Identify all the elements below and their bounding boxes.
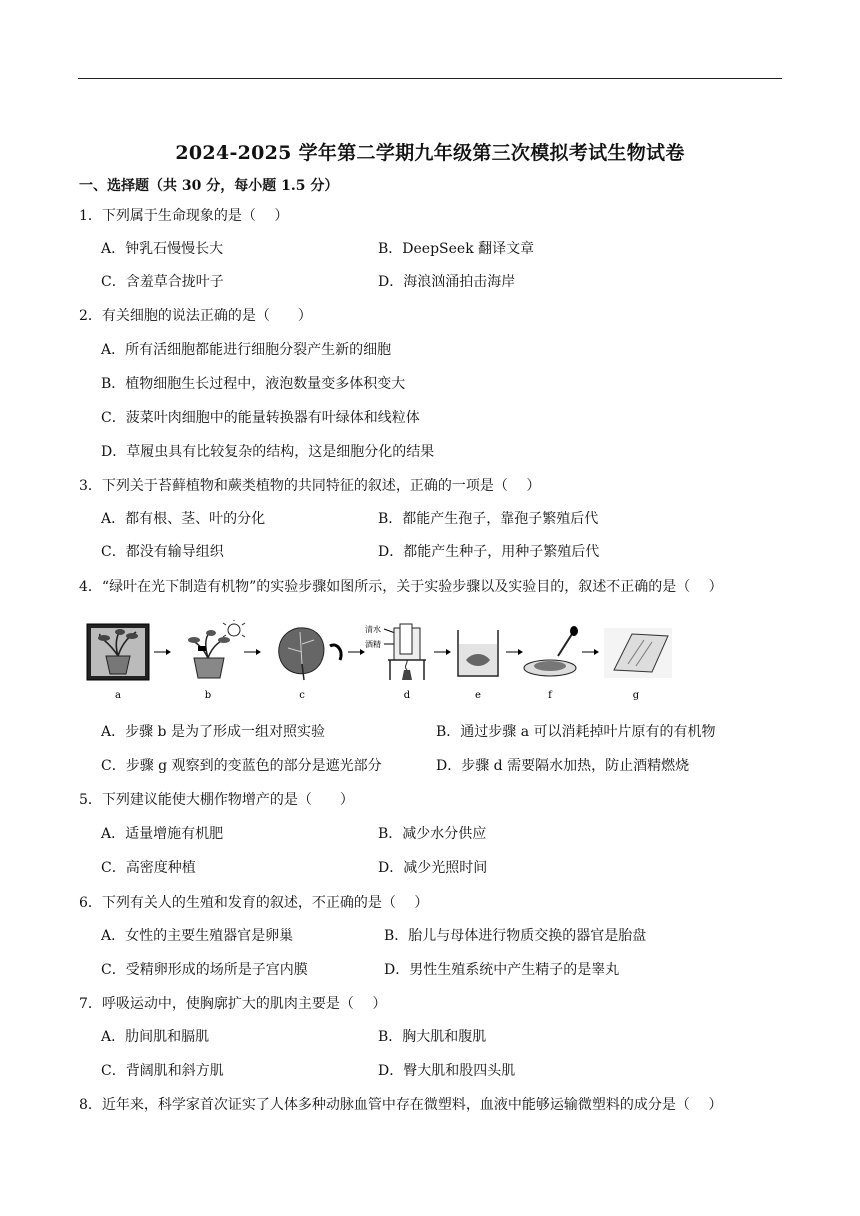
step-label-g: g [632, 690, 640, 701]
q3-option-d[interactable]: D．都能产生种子，用种子繁殖后代 [378, 544, 600, 560]
page-title: 2024-2025 学年第二学期九年级第三次模拟考试生物试卷 [175, 142, 685, 164]
q3-option-c[interactable]: C．都没有输导组织 [101, 544, 224, 560]
question-8-stem: 8．近年来，科学家首次证实了人体多种动脉血管中存在微塑料，血液中能够运输微塑料的成分是（ ） [79, 1097, 723, 1113]
question-5-stem: 5．下列建议能使大棚作物增产的是（ ） [79, 792, 354, 808]
q2-option-a[interactable]: A．所有活细胞都能进行细胞分裂产生新的细胞 [101, 342, 392, 358]
step-label-f: f [548, 690, 552, 701]
q1-option-a[interactable]: A．钟乳石慢慢长大 [101, 241, 224, 257]
step-label-d: d [403, 690, 411, 701]
q5-option-a[interactable]: A．适量增施有机肥 [101, 826, 224, 842]
q2-option-d[interactable]: D．草履虫具有比较复杂的结构，这是细胞分化的结果 [101, 444, 435, 460]
q6-option-c[interactable]: C．受精卵形成的场所是子宫内膜 [101, 962, 308, 978]
step-b-sun-plant [188, 620, 245, 678]
q6-option-b[interactable]: B．胎儿与母体进行物质交换的器官是胎盘 [384, 928, 647, 944]
q2-option-c[interactable]: C．菠菜叶肉细胞中的能量转换器有叶绿体和线粒体 [101, 410, 420, 426]
q4-option-a[interactable]: A．步骤 b 是为了形成一组对照实验 [101, 724, 325, 740]
section-heading: 一、选择题（共 30 分，每小题 1.5 分） [79, 178, 339, 194]
step-g-observed-leaf [604, 628, 672, 678]
q6-option-d[interactable]: D．男性生殖系统中产生精子的是睾丸 [384, 962, 620, 978]
question-1-stem: 1．下列属于生命现象的是（ ） [79, 208, 289, 224]
q3-option-b[interactable]: B．都能产生孢子，靠孢子繁殖后代 [378, 511, 599, 527]
step-d-water-bath [365, 624, 426, 680]
q5-option-d[interactable]: D．减少光照时间 [378, 860, 488, 876]
question-6-stem: 6．下列有关人的生殖和发育的叙述，不正确的是（ ） [79, 895, 429, 911]
question-4-stem: 4．“绿叶在光下制造有机物”的实验步骤如图所示，关于实验步骤以及实验目的，叙述不正确的是（ ） [79, 579, 723, 595]
question-7-stem: 7．呼吸运动中，使胸廓扩大的肌肉主要是（ ） [79, 996, 387, 1012]
q1-option-b[interactable]: B．DeepSeek 翻译文章 [378, 241, 535, 257]
q7-option-a[interactable]: A．肋间肌和膈肌 [101, 1029, 210, 1045]
step-label-e: e [475, 690, 481, 701]
q3-option-a[interactable]: A．都有根、茎、叶的分化 [101, 511, 266, 527]
q7-option-c[interactable]: C．背阔肌和斜方肌 [101, 1063, 224, 1079]
q4-option-c[interactable]: C．步骤 g 观察到的变蓝色的部分是遮光部分 [101, 758, 382, 774]
q5-option-b[interactable]: B．减少水分供应 [378, 826, 487, 842]
step-f-iodine-drop [524, 626, 578, 676]
step-c-leaf [279, 628, 341, 680]
header-rule [78, 78, 782, 79]
label-alcohol: 酒精 [365, 640, 381, 649]
q1-option-d[interactable]: D．海浪汹涌拍击海岸 [378, 274, 516, 290]
step-e-beaker-rinse [458, 630, 498, 676]
experiment-steps-figure [84, 620, 684, 702]
step-label-a: a [115, 690, 121, 701]
q5-option-c[interactable]: C．高密度种植 [101, 860, 196, 876]
q4-option-d[interactable]: D．步骤 d 需要隔水加热，防止酒精燃烧 [436, 758, 690, 774]
q6-option-a[interactable]: A．女性的主要生殖器官是卵巢 [101, 928, 294, 944]
question-2-stem: 2．有关细胞的说法正确的是（ ） [79, 308, 312, 324]
q7-option-b[interactable]: B．胸大肌和腹肌 [378, 1029, 487, 1045]
question-3-stem: 3．下列关于苔藓植物和蕨类植物的共同特征的叙述，正确的一项是（ ） [79, 478, 541, 494]
q4-option-b[interactable]: B．通过步骤 a 可以消耗掉叶片原有的有机物 [436, 724, 716, 740]
step-label-b: b [204, 690, 212, 701]
q2-option-b[interactable]: B．植物细胞生长过程中，液泡数量变多体积变大 [101, 376, 406, 392]
q1-option-c[interactable]: C．含羞草合拢叶子 [101, 274, 224, 290]
step-label-c: c [299, 690, 305, 701]
step-a-dark-box-plant [87, 624, 149, 680]
label-water: 清水 [365, 625, 381, 634]
q7-option-d[interactable]: D．臀大肌和股四头肌 [378, 1063, 516, 1079]
